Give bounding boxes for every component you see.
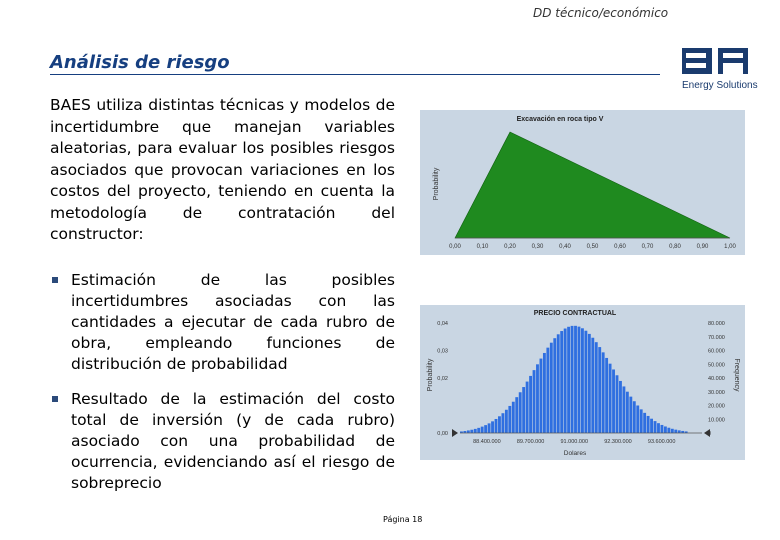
- x-tick-label: 0,70: [641, 244, 654, 250]
- bullet-text: Resultado de la estimación del costo total de inversión (y de cada rubro) asociado con una probabilidad de ocurrencia, evidenciando así el riesgo de sobreprecio: [71, 390, 395, 492]
- x-tick-label: 88.400.000: [473, 439, 501, 445]
- histogram-bar: [467, 430, 470, 433]
- intro-paragraph: BAES utiliza distintas técnicas y modelos de incertidumbre que manejan variables aleatorias, para evaluar los posibles riesgos asociados que provocan variaciones en los costos del proyecto, teniendo en cuenta la metodología de contratación del constructor:: [50, 96, 395, 243]
- bullet-square-icon: [52, 396, 58, 402]
- contract-price-histogram: [420, 305, 745, 460]
- x-tick-label: 0,60: [614, 244, 626, 250]
- bullet-square-icon: [52, 277, 58, 283]
- histogram-bar: [626, 392, 629, 433]
- histogram-bar: [536, 364, 539, 433]
- y2-tick-label: 0: [708, 431, 712, 437]
- logo-mark-b: [682, 48, 712, 74]
- section-label: DD técnico/económico: [533, 6, 669, 20]
- x-tick-label: 93.600.000: [647, 439, 676, 445]
- histogram-bar: [609, 364, 612, 433]
- y-tick-label: 0,02: [437, 376, 448, 382]
- y-axis-label: Probability: [433, 167, 440, 201]
- histogram-bar: [605, 358, 608, 433]
- x-tick-label: 0,40: [559, 244, 571, 250]
- histogram-bar: [560, 331, 563, 433]
- histogram-bar: [619, 381, 622, 433]
- histogram-bar: [643, 413, 646, 433]
- histogram-bar: [515, 397, 518, 433]
- histogram-bar: [564, 329, 567, 433]
- histogram-bar: [654, 421, 657, 433]
- page-number: Página 18: [383, 515, 423, 524]
- histogram-bar: [578, 327, 581, 433]
- histogram-bar: [529, 376, 532, 433]
- histogram-bar: [616, 375, 619, 433]
- y2-tick-label: 40.000: [708, 376, 725, 382]
- y2-tick-label: 20.000: [708, 403, 725, 410]
- x-tick-label: 0,50: [586, 244, 599, 250]
- histogram-bar: [657, 423, 660, 433]
- histogram-bar: [477, 428, 480, 433]
- y2-tick-label: 50.000: [708, 362, 725, 369]
- y2-tick-label: 60.000: [708, 348, 725, 355]
- histogram-bar: [664, 426, 667, 433]
- histogram-bar: [622, 386, 625, 433]
- title-divider: [50, 74, 660, 75]
- histogram-bar: [484, 425, 487, 433]
- histogram-bar: [498, 416, 501, 433]
- x-tick-label: 89.700.000: [516, 439, 545, 445]
- histogram-bar: [495, 419, 498, 433]
- x-tick-label: 92.300.000: [604, 439, 632, 445]
- histogram-bar: [543, 353, 546, 433]
- histogram-bar: [640, 409, 643, 433]
- histogram-bar: [571, 326, 574, 433]
- histogram-bar: [512, 402, 515, 433]
- bullet-text: Estimación de las posibles incertidumbres asociadas con las cantidades a ejecutar de cada rubro de obra, empleando funciones de distribución de probabilidad: [71, 271, 395, 373]
- histogram-bar: [567, 327, 570, 433]
- x-tick-label: 0,80: [669, 244, 681, 250]
- x-tick-label: 0,10: [476, 244, 489, 250]
- chart-title: PRECIO CONTRACTUAL: [533, 310, 617, 317]
- x-tick-label: 0,00: [449, 244, 461, 250]
- y-axis-label: Probability: [427, 358, 434, 392]
- y-tick-label: 0,03: [437, 348, 448, 355]
- y2-tick-label: 70.000: [708, 334, 725, 341]
- histogram-bar: [519, 392, 522, 433]
- x-tick-label: 1,00: [724, 244, 736, 250]
- x-tick-label: 0,90: [696, 244, 709, 250]
- chart-title: Excavación en roca tipo V: [516, 116, 604, 123]
- histogram-bar: [595, 342, 598, 433]
- histogram-bar: [674, 430, 677, 433]
- y2-tick-label: 30.000: [708, 389, 725, 396]
- histogram-bar: [584, 331, 587, 433]
- page-title: Análisis de riesgo: [50, 52, 230, 73]
- histogram-bar: [633, 401, 636, 433]
- histogram-bar: [553, 338, 556, 433]
- x-tick-label: 0,30: [531, 244, 544, 250]
- y2-tick-label: 80.000: [708, 321, 725, 327]
- triangular-distribution-chart: [420, 110, 745, 255]
- histogram-bar: [508, 406, 511, 433]
- histogram-bar: [501, 413, 504, 433]
- histogram-bar: [526, 382, 529, 433]
- histogram-bar: [488, 423, 491, 433]
- histogram-bar: [678, 430, 681, 433]
- y2-tick-label: 10.000: [708, 417, 725, 424]
- histogram-bar: [612, 369, 615, 433]
- y2-axis-label: Frequency: [733, 358, 740, 392]
- histogram-bar: [505, 410, 508, 433]
- histogram-bar: [540, 359, 543, 433]
- histogram-bar: [602, 352, 605, 433]
- x-tick-label: 0,20: [504, 244, 516, 250]
- histogram-bar: [671, 429, 674, 433]
- histogram-bar: [650, 419, 653, 433]
- histogram-bar: [588, 334, 591, 433]
- x-axis-label: Dolares: [563, 450, 587, 457]
- histogram-bar: [491, 421, 494, 433]
- y-tick-label: 0,00: [437, 431, 448, 437]
- histogram-bar: [481, 427, 484, 433]
- histogram-bar: [667, 428, 670, 433]
- histogram-bar: [470, 430, 473, 433]
- histogram-bar: [629, 397, 632, 433]
- histogram-bar: [522, 387, 525, 433]
- histogram-bar: [574, 326, 577, 433]
- list-item: [50, 270, 395, 375]
- histogram-bar: [581, 328, 584, 433]
- histogram-bar: [647, 416, 650, 433]
- histogram-bar: [474, 429, 477, 433]
- bullet-list: [50, 270, 395, 508]
- x-tick-label: 91.000.000: [560, 439, 589, 445]
- histogram-bar: [557, 334, 560, 433]
- list-item: [50, 389, 395, 494]
- y-tick-label: 0,04: [437, 321, 448, 327]
- histogram-bar: [598, 347, 601, 433]
- histogram-bar: [550, 343, 553, 433]
- logo-subtitle: Energy Solutions: [682, 80, 758, 91]
- histogram-bar: [591, 338, 594, 433]
- histogram-bar: [546, 348, 549, 433]
- histogram-bar: [636, 405, 639, 433]
- histogram-bar: [661, 425, 664, 433]
- histogram-bar: [533, 370, 536, 433]
